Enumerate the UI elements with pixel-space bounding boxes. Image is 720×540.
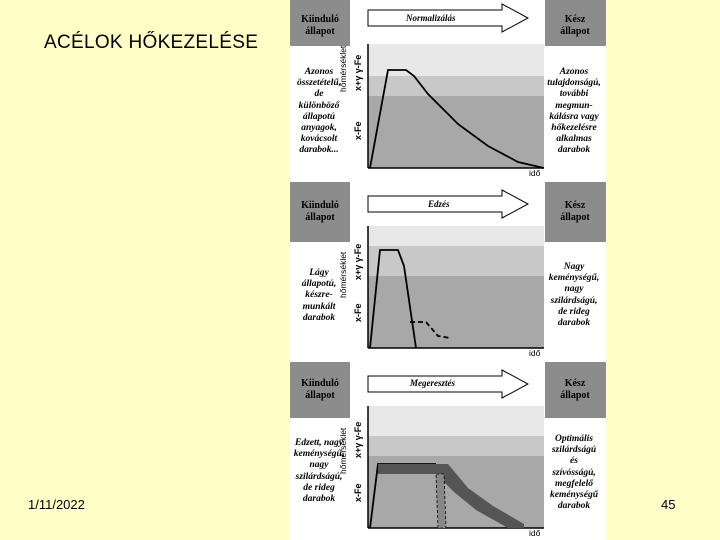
gamma-fe-region xyxy=(368,226,544,246)
y-axis-label: hőmérséklet xyxy=(338,45,348,92)
holding-band xyxy=(378,464,438,474)
end-state-title: Kész állapot xyxy=(560,14,590,37)
temperature-time-chart xyxy=(348,44,544,178)
x-axis-label: idő xyxy=(529,168,541,178)
start-state-title: Kiinduló állapot xyxy=(301,14,339,37)
upper-phase-label: x+γ γ-Fe xyxy=(353,421,363,458)
upper-phase-label: x+γ γ-Fe xyxy=(353,243,363,280)
alpha-fe-region xyxy=(368,276,544,348)
panel-hardening xyxy=(290,182,606,360)
panel-normalizing xyxy=(290,0,606,178)
end-state-title: Kész állapot xyxy=(560,200,590,223)
start-state-description: Edzett, nagy keménységű, nagy szilárdságú, de rideg darabok xyxy=(293,438,345,505)
start-state-description: Azonos összetételű, de különböző állapotú anyagok, kovácsolt darabok... xyxy=(296,67,342,156)
gamma-fe-region xyxy=(368,406,544,436)
lower-phase-label: x-Fe xyxy=(353,483,363,502)
x-axis-label: idő xyxy=(529,528,541,538)
alpha-fe-region xyxy=(368,96,544,168)
panel-tempering xyxy=(290,362,606,540)
upper-phase-label: x+γ γ-Fe xyxy=(353,54,363,91)
end-state-title: Kész állapot xyxy=(560,378,590,401)
process-label: Edzés xyxy=(428,199,450,209)
page-number: 45 xyxy=(661,497,676,512)
process-label: Normalizálás xyxy=(406,13,456,23)
y-axis-label: hőmérséklet xyxy=(338,251,348,298)
lower-phase-label: x-Fe xyxy=(353,303,363,322)
start-state-description: Lágy állapotú, készre- munkált darabok xyxy=(301,268,337,323)
process-label: Megeresztés xyxy=(410,378,455,388)
alpha-gamma-region xyxy=(368,436,544,456)
heat-treatment-figure xyxy=(290,0,606,540)
temperature-time-chart xyxy=(348,406,544,532)
start-state-title: Kiinduló állapot xyxy=(301,200,339,223)
y-axis-label: hőmérséklet xyxy=(338,427,348,474)
slide-date: 1/11/2022 xyxy=(28,497,85,512)
gamma-fe-region xyxy=(368,44,544,76)
end-state-description: Azonos tulajdonságú, további megmun- kálásra vagy hőkezelésre alkalmas darabok xyxy=(547,67,601,156)
x-axis-label: idő xyxy=(529,348,541,358)
slide-title: ACÉLOK HŐKEZELÉSE xyxy=(44,32,259,53)
lower-phase-label: x-Fe xyxy=(353,121,363,140)
temperature-time-chart xyxy=(348,226,544,352)
alpha-gamma-region xyxy=(368,76,544,96)
end-state-description: Nagy keménységű, nagy szilárdságú, de rideg darabok xyxy=(548,262,600,329)
start-state-title: Kiinduló állapot xyxy=(301,378,339,401)
end-state-description: Optimális szilárdságú és szívósságú, megfelelő keménységű darabok xyxy=(549,434,599,512)
